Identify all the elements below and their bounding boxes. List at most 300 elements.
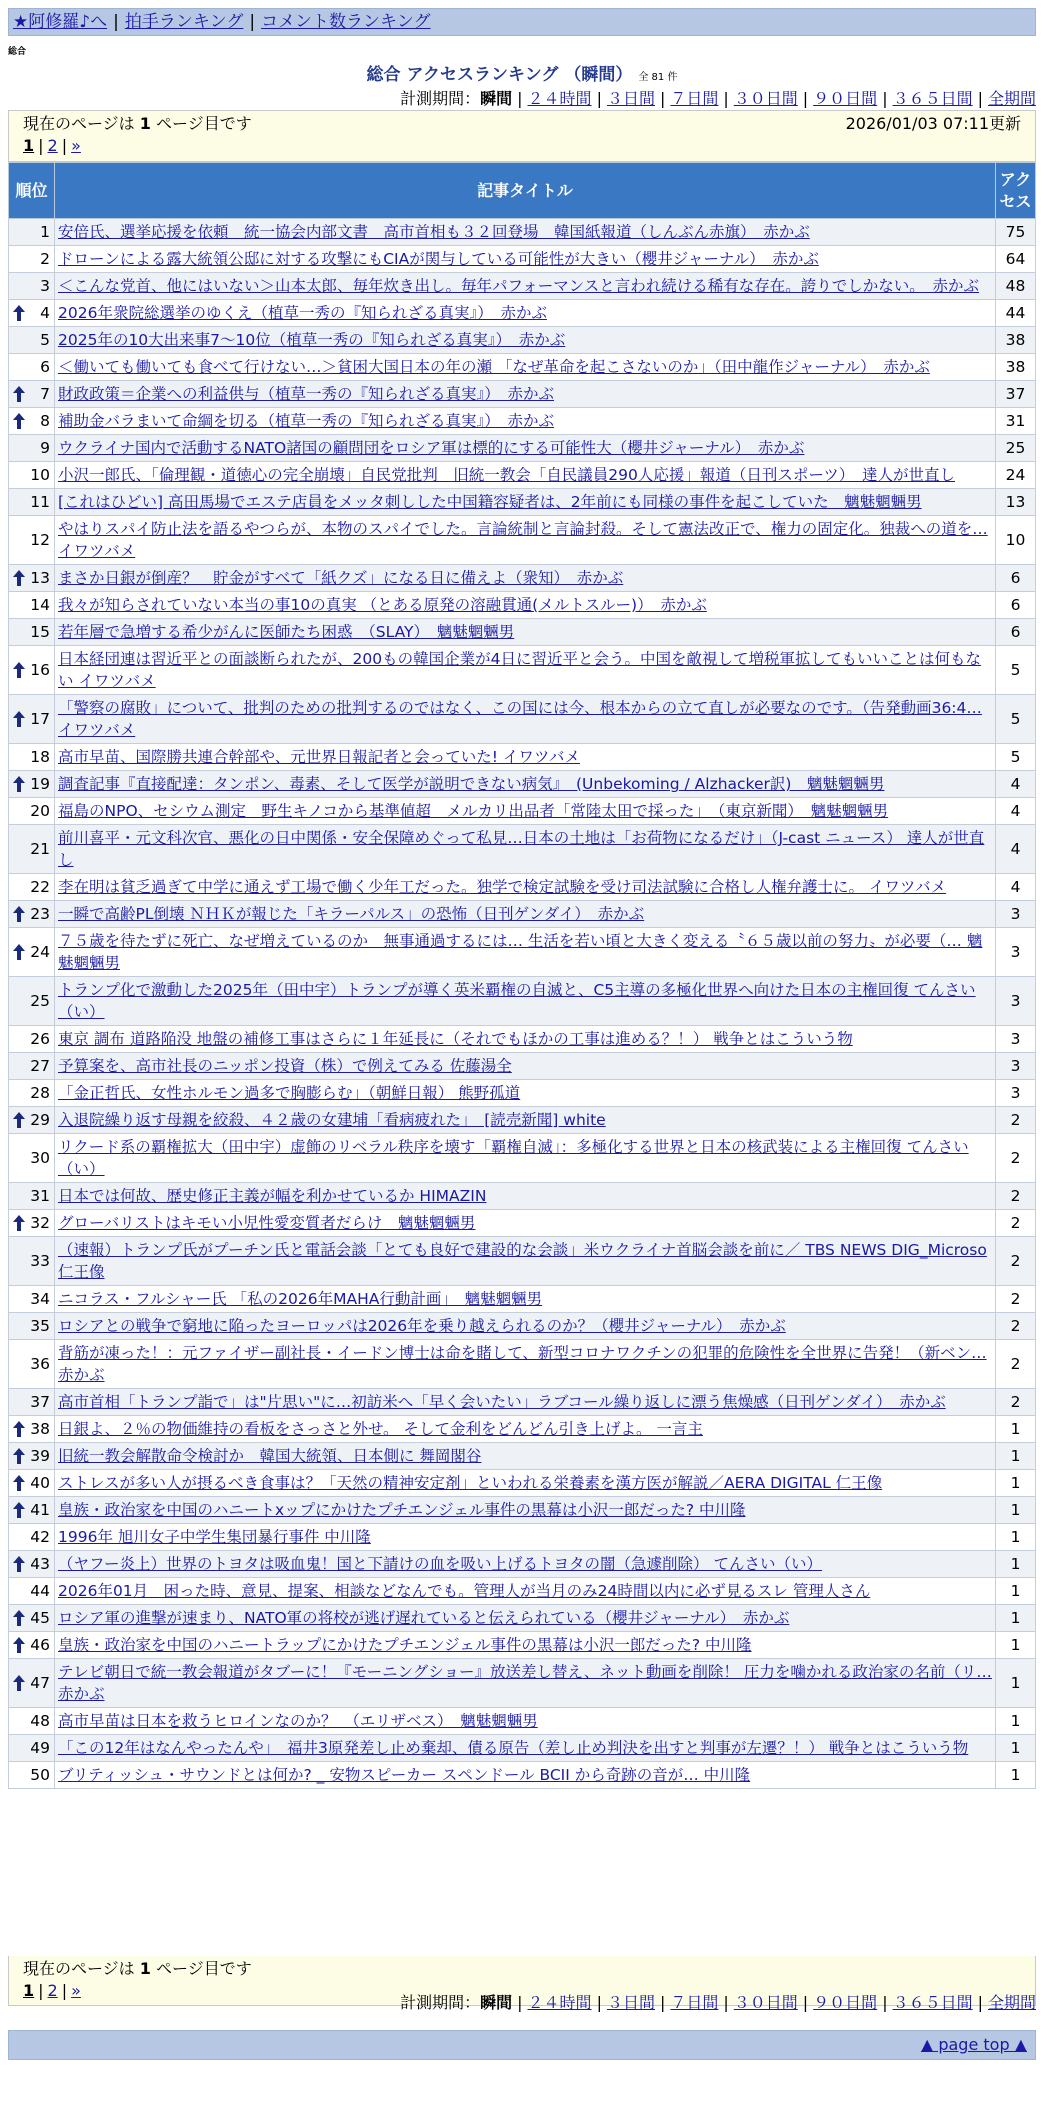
table-row bbox=[9, 901, 1036, 928]
rank-number: 30 bbox=[30, 1149, 50, 1167]
pager-separator: | bbox=[38, 1981, 44, 2000]
access-count: 3 bbox=[996, 1080, 1036, 1107]
period-option-link[interactable]: 全期間 bbox=[987, 1993, 1036, 2012]
article-link[interactable]: 調査記事『直接配達：タンポン、毒素、そして医学が説明できない病気』 (Unbekoming / Alzhacker訳) 魑魅魍魎男 bbox=[58, 775, 885, 793]
title-cell bbox=[55, 977, 996, 1026]
rank-number: 32 bbox=[30, 1214, 50, 1232]
rank-cell bbox=[9, 1578, 55, 1605]
access-count: 5 bbox=[996, 744, 1036, 771]
table-row bbox=[9, 874, 1036, 901]
table-row bbox=[9, 1659, 1036, 1708]
access-count: 38 bbox=[996, 354, 1036, 381]
article-link[interactable]: 「この12年はなんやったんや」 福井3原発差し止め棄却、債る原告（差し止め判決を出すと判事が左遷？！） 戦争とはこういう物 bbox=[58, 1739, 969, 1757]
item-count: 全 81 件 bbox=[638, 72, 678, 83]
period-option-link[interactable]: 全期間 bbox=[987, 89, 1036, 108]
access-count: 10 bbox=[996, 516, 1036, 565]
nav-separator: | bbox=[249, 12, 256, 32]
rank-cell bbox=[9, 744, 55, 771]
article-link[interactable]: 高市首相「トランプ詣で」は"片思い"に…初訪米へ「早く会いたい」ラブコール繰り返しに漂う焦燥感（日刊ゲンダイ） 赤かぶ bbox=[58, 1393, 946, 1411]
access-count: 3 bbox=[996, 977, 1036, 1026]
rank-number: 19 bbox=[30, 775, 50, 793]
title-cell bbox=[55, 1286, 996, 1313]
rank-number: 6 bbox=[40, 358, 50, 376]
rank-cell bbox=[9, 1080, 55, 1107]
table-row bbox=[9, 273, 1036, 300]
article-link[interactable]: 2025年の10大出来事7～10位（植草一秀の『知られざる真実』） 赤かぶ bbox=[58, 331, 566, 349]
title-cell bbox=[55, 825, 996, 874]
rank-number: 42 bbox=[30, 1528, 50, 1546]
table-row bbox=[9, 1183, 1036, 1210]
rank-cell bbox=[9, 977, 55, 1026]
article-link[interactable]: ニコラス・フルシャー氏 「私の2026年MAHA行動計画」 魑魅魍魎男 bbox=[58, 1290, 543, 1308]
title-cell bbox=[55, 489, 996, 516]
title-cell bbox=[55, 1497, 996, 1524]
pager-current: 1 bbox=[23, 1981, 35, 2000]
rank-number: 14 bbox=[30, 596, 50, 614]
rank-number: 36 bbox=[30, 1355, 50, 1373]
rank-up-arrow-icon bbox=[13, 1502, 25, 1518]
access-count: 37 bbox=[996, 381, 1036, 408]
rank-number: 15 bbox=[30, 623, 50, 641]
rank-number: 49 bbox=[30, 1739, 50, 1757]
period-separator: | bbox=[596, 89, 602, 108]
table-row bbox=[9, 1470, 1036, 1497]
rank-cell bbox=[9, 874, 55, 901]
access-count: 2 bbox=[996, 1183, 1036, 1210]
rank-cell bbox=[9, 300, 55, 327]
article-link[interactable]: 高市早苗は日本を救うヒロインなのか？ （エリザベス） 魑魅魍魎男 bbox=[58, 1712, 538, 1730]
rank-number: 39 bbox=[30, 1447, 50, 1465]
article-link[interactable]: 日本経団連は習近平との面談断られたが、200もの韓国企業が4日に習近平と会う。中国を敵視して増税軍拡してもいいことは何もない イワツバメ bbox=[58, 650, 981, 690]
period-option-link[interactable]: ２４時間 bbox=[527, 1993, 592, 2012]
rank-number: 22 bbox=[30, 878, 50, 896]
rank-number: 28 bbox=[30, 1084, 50, 1102]
article-link[interactable]: 日本では何故、歴史修正主義が幅を利かせているか HIMAZIN bbox=[58, 1187, 487, 1205]
ranking-title: 総合 アクセスランキング （瞬間） bbox=[366, 65, 633, 85]
rank-cell bbox=[9, 1026, 55, 1053]
title-cell bbox=[55, 1605, 996, 1632]
table-row bbox=[9, 1632, 1036, 1659]
rank-cell bbox=[9, 1313, 55, 1340]
ranking-rows bbox=[9, 219, 1036, 1789]
rank-number: 35 bbox=[30, 1317, 50, 1335]
article-link[interactable]: 日銀よ、２％の物価維持の看板をさっさと外せ。 そして金利をどんどん引き上げよ。 一言主 bbox=[58, 1420, 703, 1438]
title-cell bbox=[55, 1708, 996, 1735]
title-cell bbox=[55, 1210, 996, 1237]
article-link[interactable]: ストレスが多い人が摂るべき食事は？「天然の精神安定剤」といわれる栄養素を漢方医が解説／AERA DIGITAL 仁王像 bbox=[58, 1474, 883, 1492]
access-count: 2 bbox=[996, 1340, 1036, 1389]
access-count: 64 bbox=[996, 246, 1036, 273]
access-count: 1 bbox=[996, 1470, 1036, 1497]
table-row bbox=[9, 1210, 1036, 1237]
table-row bbox=[9, 646, 1036, 695]
title-cell bbox=[55, 1080, 996, 1107]
title-cell bbox=[55, 1443, 996, 1470]
home-link[interactable]: ★阿修羅♪へ bbox=[13, 12, 108, 32]
pager-current: 1 bbox=[23, 136, 35, 155]
access-count: 4 bbox=[996, 825, 1036, 874]
top-nav-bar bbox=[8, 8, 1036, 36]
article-link[interactable]: ドローンによる露大統領公邸に対する攻撃にもCIAが関与している可能性が大きい（櫻井ジャーナル） 赤かぶ bbox=[58, 250, 819, 268]
rank-cell bbox=[9, 1632, 55, 1659]
period-separator: | bbox=[659, 89, 666, 108]
rank-number: 38 bbox=[30, 1420, 50, 1438]
table-row bbox=[9, 516, 1036, 565]
article-link[interactable]: 皇族・政治家を中国のハニートxップにかけたプチエンジェル事件の黒幕は小沢一郎だった? 中川隆 bbox=[58, 1501, 746, 1519]
article-link[interactable]: ＜働いても働いても食べて行けない…＞貧困大国日本の年の瀬 「なぜ革命を起こさないのか」（田中龍作ジャーナル） 赤かぶ bbox=[58, 358, 930, 376]
access-count: 2 bbox=[996, 1107, 1036, 1134]
title-cell bbox=[55, 592, 996, 619]
table-row bbox=[9, 1107, 1036, 1134]
article-link[interactable]: まさか日銀が倒産？ 貯金がすべて「紙クズ」になる日に備えよ（衆知） 赤かぶ bbox=[58, 569, 624, 587]
rank-up-arrow-icon bbox=[13, 570, 25, 586]
article-link[interactable]: （速報）トランプ氏がプーチン氏と電話会談「とても良好で建設的な会談」米ウクライナ首脳会談を前に／ TBS NEWS DIG_Microso 仁王像 bbox=[58, 1241, 987, 1281]
access-count: 3 bbox=[996, 1026, 1036, 1053]
column-header-rank: 順位 bbox=[9, 163, 55, 219]
article-link[interactable]: リクード系の覇権拡大（田中宇）虚飾のリベラル秩序を壊す「覇権自滅」：多極化する世界と日本の核武装による主権回復 てんさい（い） bbox=[58, 1138, 969, 1178]
title-cell bbox=[55, 1053, 996, 1080]
title-cell bbox=[55, 798, 996, 825]
rank-cell bbox=[9, 408, 55, 435]
title-cell bbox=[55, 1416, 996, 1443]
pager-separator: | bbox=[61, 136, 68, 155]
period-option-link[interactable]: ７日間 bbox=[670, 89, 719, 108]
title-cell bbox=[55, 565, 996, 592]
article-link[interactable]: 2026年衆院総選挙のゆくえ（植草一秀の『知られざる真実』） 赤かぶ bbox=[58, 304, 547, 322]
article-link[interactable]: トランプ化で激動した2025年（田中宇）トランプが導く英米覇権の自滅と、C5主導の多極化世界へ向けた日本の主権回復 てんさい（い） bbox=[58, 981, 976, 1021]
page-info-top bbox=[8, 110, 1036, 162]
rank-up-arrow-icon bbox=[13, 1610, 25, 1626]
title-cell bbox=[55, 246, 996, 273]
rank-cell bbox=[9, 273, 55, 300]
rank-cell bbox=[9, 354, 55, 381]
article-link[interactable]: ロシアとの戦争で窮地に陥ったヨーロッパは2026年を乗り越えられるのか？（櫻井ジャーナル） 赤かぶ bbox=[58, 1317, 786, 1335]
rank-cell bbox=[9, 1735, 55, 1762]
access-count: 2 bbox=[996, 1389, 1036, 1416]
article-link[interactable]: 若年層で急増する希少がんに医師たち困惑 （SLAY） 魑魅魍魎男 bbox=[58, 623, 515, 641]
table-row bbox=[9, 1524, 1036, 1551]
period-option-link[interactable]: ３日間 bbox=[606, 1993, 655, 2012]
rank-number: 21 bbox=[30, 840, 50, 858]
article-link[interactable]: 福島のNPO、セシウム測定 野生キノコから基準値超 メルカリ出品者「常陸太田で採った」 （東京新聞） 魑魅魍魎男 bbox=[58, 802, 889, 820]
access-count: 1 bbox=[996, 1551, 1036, 1578]
period-option-link[interactable]: ３日間 bbox=[606, 89, 655, 108]
rank-number: 46 bbox=[30, 1636, 50, 1654]
article-link[interactable]: 前川喜平・元文科次官、悪化の日中関係・安全保障めぐって私見…日本の土地は「お荷物になるだけ」（J-cast ニュース） 達人が世直し bbox=[58, 829, 985, 869]
rank-cell bbox=[9, 619, 55, 646]
table-row bbox=[9, 977, 1036, 1026]
rank-cell bbox=[9, 1605, 55, 1632]
access-count: 6 bbox=[996, 619, 1036, 646]
current-page-text: 現在のページは 1 ページ目です bbox=[23, 114, 252, 133]
article-link[interactable]: [これはひどい] 高田馬場でエステ店員をメッタ刺しした中国籍容疑者は、2年前にも同様の事件を起こしていた 魑魅魍魎男 bbox=[58, 493, 922, 511]
column-header-title: 記事タイトル bbox=[55, 163, 996, 219]
period-separator: | bbox=[517, 1993, 523, 2012]
table-row bbox=[9, 1286, 1036, 1313]
rank-number: 1 bbox=[40, 223, 50, 241]
table-row bbox=[9, 435, 1036, 462]
period-option-link[interactable]: ９０日間 bbox=[813, 89, 878, 108]
rank-number: 48 bbox=[30, 1712, 50, 1730]
article-link[interactable]: 小沢一郎氏、「倫理観・道徳心の完全崩壊」自民党批判 旧統一教会「自民議員290人応援」報道（日刊スポーツ） 達人が世直し bbox=[58, 466, 955, 484]
article-link[interactable]: やはりスパイ防止法を語るやつらが、本物のスパイでした。言論統制と言論封殺。そして憲法改正で、権力の固定化。独裁への道を… イワツバメ bbox=[58, 520, 988, 560]
article-link[interactable]: 李在明は貧乏過ぎて中学に通えず工場で働く少年工だった。独学で検定試験を受け司法試験に合格し人権弁護士に。 イワツバメ bbox=[58, 878, 947, 896]
rank-up-arrow-icon bbox=[13, 1637, 25, 1653]
title-cell bbox=[55, 1107, 996, 1134]
table-row bbox=[9, 1080, 1036, 1107]
pager-link[interactable]: » bbox=[71, 1981, 81, 2000]
current-page-text: 現在のページは 1 ページ目です bbox=[23, 1959, 252, 1978]
article-link[interactable]: 安倍氏、選挙応援を依頼 統一協会内部文書 高市首相も３２回登場 韓国紙報道（しんぶん赤旗） 赤かぶ bbox=[58, 223, 810, 241]
rank-up-arrow-icon bbox=[13, 1421, 25, 1437]
title-cell bbox=[55, 695, 996, 744]
access-count: 31 bbox=[996, 408, 1036, 435]
rank-number: 13 bbox=[30, 569, 50, 587]
article-link[interactable]: 補助金バラまいて命綱を切る（植草一秀の『知られざる真実』） 赤かぶ bbox=[58, 412, 555, 430]
period-label: 計測期間： bbox=[400, 1993, 481, 2012]
article-link[interactable]: 皇族・政治家を中国のハニートラップにかけたプチエンジェル事件の黒幕は小沢一郎だった? 中川隆 bbox=[58, 1636, 752, 1654]
access-count: 6 bbox=[996, 565, 1036, 592]
nav-separator: | bbox=[113, 12, 119, 32]
rank-up-arrow-icon bbox=[13, 1215, 25, 1231]
rank-number: 43 bbox=[30, 1555, 50, 1573]
rank-up-arrow-icon bbox=[13, 776, 25, 792]
rank-cell bbox=[9, 646, 55, 695]
table-row bbox=[9, 1497, 1036, 1524]
table-row bbox=[9, 327, 1036, 354]
period-separator: | bbox=[517, 89, 523, 108]
access-count: 1 bbox=[996, 1632, 1036, 1659]
rank-cell bbox=[9, 1389, 55, 1416]
title-cell bbox=[55, 435, 996, 462]
pager-link[interactable]: 2 bbox=[47, 136, 58, 155]
period-separator: | bbox=[802, 89, 809, 108]
access-count: 1 bbox=[996, 1524, 1036, 1551]
rank-cell bbox=[9, 1708, 55, 1735]
article-link[interactable]: 「金正哲氏、女性ホルモン過多で胸膨らむ」（朝鮮日報） 熊野孤道 bbox=[58, 1084, 521, 1102]
article-link[interactable]: 1996年 旭川女子中学生集団暴行事件 中川隆 bbox=[58, 1528, 371, 1546]
title-cell bbox=[55, 381, 996, 408]
rank-number: 4 bbox=[40, 304, 50, 322]
title-cell bbox=[55, 219, 996, 246]
article-link[interactable]: 「警察の腐敗」について、批判のための批判するのではなく、この国には今、根本からの立て直しが必要なのです。（告発動画36:4… イワツバメ bbox=[58, 699, 982, 739]
rank-up-arrow-icon bbox=[13, 1475, 25, 1491]
title-cell bbox=[55, 1735, 996, 1762]
article-link[interactable]: 我々が知らされていない本当の事10の真実 （とある原発の溶融貫通(メルトスルー)） 赤かぶ bbox=[58, 596, 707, 614]
rank-number: 47 bbox=[30, 1674, 50, 1692]
access-count: 2 bbox=[996, 1237, 1036, 1286]
table-row bbox=[9, 619, 1036, 646]
access-count: 1 bbox=[996, 1497, 1036, 1524]
rank-cell bbox=[9, 516, 55, 565]
title-cell bbox=[55, 1340, 996, 1389]
access-count: 4 bbox=[996, 771, 1036, 798]
rank-cell bbox=[9, 1053, 55, 1080]
rank-cell bbox=[9, 1497, 55, 1524]
access-count: 24 bbox=[996, 462, 1036, 489]
article-link[interactable]: テレビ朝日で統一教会報道がタブーに！『モーニングショー』放送差し替え、ネット動画を削除！ 圧力を噛かれる政治家の名前（リ… 赤かぶ bbox=[58, 1663, 992, 1703]
rank-number: 34 bbox=[30, 1290, 50, 1308]
page-top-link[interactable]: ▲ page top ▲ bbox=[920, 2035, 1027, 2054]
period-separator: | bbox=[596, 1993, 602, 2012]
rank-number: 25 bbox=[30, 992, 50, 1010]
period-label: 計測期間： bbox=[400, 89, 481, 108]
rank-number: 5 bbox=[40, 331, 50, 349]
rank-up-arrow-icon bbox=[13, 1675, 25, 1691]
period-separator: | bbox=[723, 1993, 729, 2012]
article-link[interactable]: 旧統一教会解散命令検討か 韓国大統領、日本側に 舞岡閣谷 bbox=[58, 1447, 482, 1465]
rank-cell bbox=[9, 1340, 55, 1389]
period-current: 瞬間 bbox=[480, 1993, 513, 2012]
column-header-access: アクセス bbox=[996, 163, 1036, 219]
page-title bbox=[0, 60, 1044, 85]
article-link[interactable]: 高市早苗、国際勝共連合幹部や、元世界日報記者と会っていた! イワツバメ bbox=[58, 748, 581, 766]
table-row bbox=[9, 1313, 1036, 1340]
period-option-link[interactable]: ３０日間 bbox=[733, 89, 798, 108]
period-separator: | bbox=[882, 89, 888, 108]
rank-number: 12 bbox=[30, 531, 50, 549]
rank-cell bbox=[9, 1470, 55, 1497]
period-separator: | bbox=[882, 1993, 888, 2012]
table-row bbox=[9, 825, 1036, 874]
period-option-link[interactable]: ７日間 bbox=[670, 1993, 719, 2012]
table-row bbox=[9, 462, 1036, 489]
article-link[interactable]: 背筋が凍った！：元ファイザー副社長・イードン博士は命を賭して、新型コロナワクチンの犯罪的危険性を全世界に告発！（新ベン… 赤かぶ bbox=[58, 1344, 987, 1384]
table-row bbox=[9, 219, 1036, 246]
rank-number: 10 bbox=[30, 466, 50, 484]
article-link[interactable]: 入退院繰り返す母親を絞殺、４２歳の女建埔「看病疲れた」 [読売新聞] white bbox=[58, 1111, 606, 1129]
rank-up-arrow-icon bbox=[13, 711, 25, 727]
rank-cell bbox=[9, 1443, 55, 1470]
table-row bbox=[9, 771, 1036, 798]
rank-cell bbox=[9, 1551, 55, 1578]
rank-cell bbox=[9, 1524, 55, 1551]
table-row bbox=[9, 1237, 1036, 1286]
rank-cell bbox=[9, 1762, 55, 1789]
title-cell bbox=[55, 300, 996, 327]
table-row bbox=[9, 1708, 1036, 1735]
rank-number: 7 bbox=[40, 385, 50, 403]
rank-number: 41 bbox=[30, 1501, 50, 1519]
article-link[interactable]: （ヤフー炎上）世界のトヨタは吸血鬼！国と下請けの血を吸い上げるトヨタの闇（急遽削除） てんさい（い） bbox=[58, 1555, 822, 1573]
period-option-link[interactable]: ３６５日間 bbox=[892, 1993, 973, 2012]
title-cell bbox=[55, 1524, 996, 1551]
rank-number: 45 bbox=[30, 1609, 50, 1627]
table-row bbox=[9, 592, 1036, 619]
rank-cell bbox=[9, 825, 55, 874]
table-row bbox=[9, 1389, 1036, 1416]
rank-number: 40 bbox=[30, 1474, 50, 1492]
rank-cell bbox=[9, 592, 55, 619]
period-option-link[interactable]: ９０日間 bbox=[813, 1993, 878, 2012]
title-cell bbox=[55, 874, 996, 901]
article-link[interactable]: ロシア軍の進撃が速まり、NATO軍の将校が逃げ遅れていると伝えられている（櫻井ジャーナル） 赤かぶ bbox=[58, 1609, 790, 1627]
access-count: 2 bbox=[996, 1210, 1036, 1237]
article-link[interactable]: ７５歳を待たずに死亡、なぜ増えているのか 無事通過するには… 生活を若い頃と大きく変える〝６５歳以前の努力〟が必要（… 魑魅魍魎男 bbox=[58, 932, 983, 972]
rank-cell bbox=[9, 565, 55, 592]
pager-separator: | bbox=[38, 136, 44, 155]
rank-number: 17 bbox=[30, 710, 50, 728]
period-option-link[interactable]: ２４時間 bbox=[527, 89, 592, 108]
pager-link[interactable]: » bbox=[71, 136, 81, 155]
access-count: 4 bbox=[996, 874, 1036, 901]
table-row bbox=[9, 354, 1036, 381]
table-row bbox=[9, 695, 1036, 744]
rank-number: 37 bbox=[30, 1393, 50, 1411]
access-count: 1 bbox=[996, 1416, 1036, 1443]
period-current: 瞬間 bbox=[480, 89, 513, 108]
title-cell bbox=[55, 1632, 996, 1659]
article-link[interactable]: グローバリストはキモい小児性愛変質者だらけ 魑魅魍魎男 bbox=[58, 1214, 476, 1232]
title-cell bbox=[55, 327, 996, 354]
article-link[interactable]: ＜こんな党首、他にはいない＞山本太郎、毎年炊き出し。毎年パフォーマンスと言われ続ける稀有な存在。誇りでしかない。 赤かぶ bbox=[58, 277, 980, 295]
table-row bbox=[9, 1551, 1036, 1578]
article-link[interactable]: 2026年01月 困った時、意見、提案、相談などなんでも。管理人が当月のみ24時間以内に必ず見るスレ 管理人さん bbox=[58, 1582, 871, 1600]
access-count: 3 bbox=[996, 901, 1036, 928]
article-link[interactable]: ブリティッシュ・サウンドとは何か? _ 安物スピーカー スペンドール BCII から奇跡の音が… 中川隆 bbox=[58, 1766, 751, 1784]
period-separator: | bbox=[977, 89, 983, 108]
access-count: 25 bbox=[996, 435, 1036, 462]
access-count: 2 bbox=[996, 1286, 1036, 1313]
pager-link[interactable]: 2 bbox=[47, 1981, 58, 2000]
rank-cell bbox=[9, 1183, 55, 1210]
rank-number: 9 bbox=[40, 439, 50, 457]
article-link[interactable]: 予算案を、高市社長のニッポン投資（株）で例えてみる 佐藤湯全 bbox=[58, 1057, 512, 1075]
table-row bbox=[9, 1134, 1036, 1183]
access-count: 1 bbox=[996, 1443, 1036, 1470]
table-row bbox=[9, 744, 1036, 771]
table-row bbox=[9, 928, 1036, 977]
pager-separator: | bbox=[61, 1981, 68, 2000]
title-cell bbox=[55, 646, 996, 695]
title-cell bbox=[55, 1762, 996, 1789]
rank-number: 33 bbox=[30, 1252, 50, 1270]
comment-ranking-link[interactable]: コメント数ランキング bbox=[261, 12, 431, 32]
period-option-link[interactable]: ３０日間 bbox=[733, 1993, 798, 2012]
table-row bbox=[9, 1443, 1036, 1470]
table-row bbox=[9, 1578, 1036, 1605]
period-selector-bottom bbox=[400, 1990, 1036, 2013]
rank-number: 16 bbox=[30, 661, 50, 679]
title-cell bbox=[55, 1551, 996, 1578]
rank-number: 50 bbox=[30, 1766, 50, 1784]
rank-number: 29 bbox=[30, 1111, 50, 1129]
rank-cell bbox=[9, 1237, 55, 1286]
rank-up-arrow-icon bbox=[13, 662, 25, 678]
rank-number: 31 bbox=[30, 1187, 50, 1205]
rank-up-arrow-icon bbox=[13, 305, 25, 321]
article-link[interactable]: 財政政策＝企業への利益供与（植草一秀の『知られざる真実』） 赤かぶ bbox=[58, 385, 555, 403]
rank-number: 44 bbox=[30, 1582, 50, 1600]
title-cell bbox=[55, 354, 996, 381]
table-row bbox=[9, 1605, 1036, 1632]
title-cell bbox=[55, 1313, 996, 1340]
period-option-link[interactable]: ３６５日間 bbox=[892, 89, 973, 108]
clap-ranking-link[interactable]: 拍手ランキング bbox=[124, 12, 244, 32]
access-count: 2 bbox=[996, 1313, 1036, 1340]
rank-number: 26 bbox=[30, 1030, 50, 1048]
rank-cell bbox=[9, 1134, 55, 1183]
article-link[interactable]: 一瞬で高齢PL倒壊 ＮＨＫが報じた「キラーパルス」の恐怖（日刊ゲンダイ） 赤かぶ bbox=[58, 905, 645, 923]
section-tag: 総合 bbox=[8, 47, 27, 57]
title-cell bbox=[55, 462, 996, 489]
article-link[interactable]: 東京 調布 道路陥没 地盤の補修工事はさらに１年延長に（それでもほかの工事は進める？！） 戦争とはこういう物 bbox=[58, 1030, 853, 1048]
rank-number: 3 bbox=[40, 277, 50, 295]
access-count: 1 bbox=[996, 1735, 1036, 1762]
article-link[interactable]: ウクライナ国内で活動するNATO諸国の顧問団をロシア軍は標的にする可能性大（櫻井ジャーナル） 赤かぶ bbox=[58, 439, 805, 457]
access-count: 13 bbox=[996, 489, 1036, 516]
title-cell bbox=[55, 408, 996, 435]
